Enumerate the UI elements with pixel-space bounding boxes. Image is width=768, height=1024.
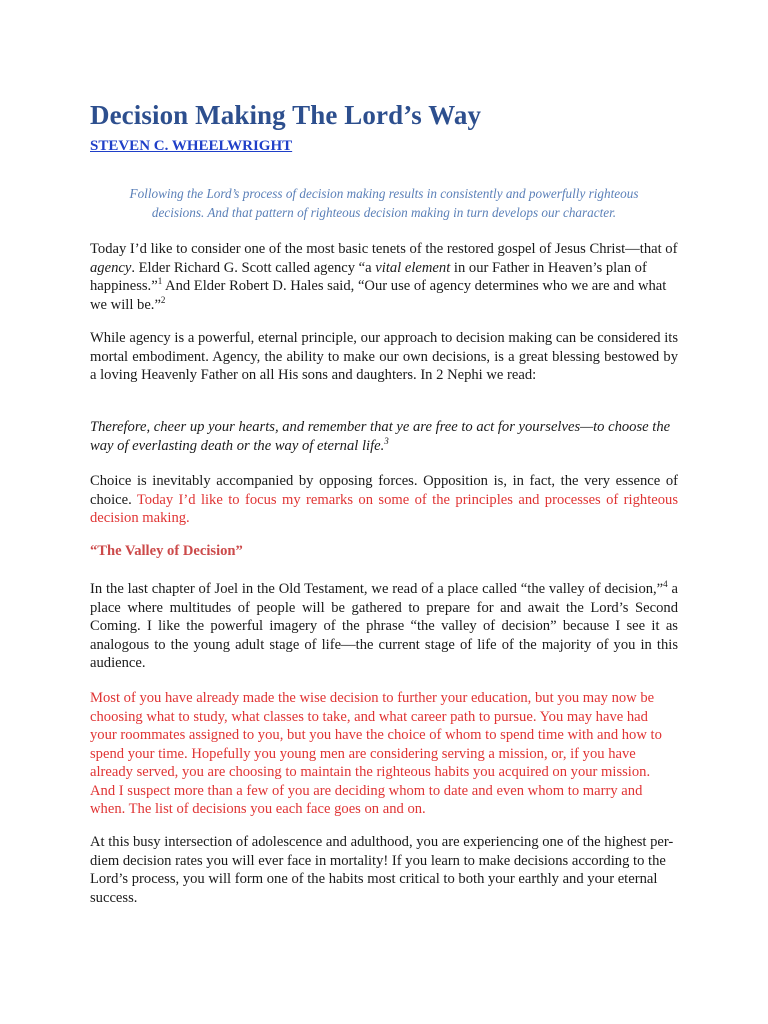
p1-agency: agency bbox=[90, 259, 132, 276]
footnote-ref-1[interactable]: 1 bbox=[157, 276, 163, 287]
document-title: Decision Making The Lord’s Way bbox=[90, 100, 482, 130]
paragraph-7: At this busy intersection of adolescence and adulthood, you are experiencing one of the highest per-diem decision rates you will ever face in mortality! If you learn to make decisions according to the Lord’s process, you will form one of the habits most critical to both your earthly and your eternal success. bbox=[90, 834, 674, 906]
p5-text-a: In the last chapter of Joel in the Old Testament, we read of a place called “the valley of decision,” bbox=[90, 581, 664, 597]
paragraph-4 bbox=[90, 472, 678, 528]
paragraph-1 bbox=[90, 240, 678, 314]
footnote-ref-4[interactable]: 4 bbox=[663, 579, 668, 590]
scripture-quote bbox=[90, 418, 678, 455]
p1-text-b: . Elder Richard G. Scott called agency “a bbox=[131, 259, 376, 276]
p5-text-b: a place where multitudes of people will be gathered to prepare for and await the Lord’s Second Coming. I like the powerful imagery of the phrase “the valley of decision” because I see it as analogous to the young adult stage of life—the current stage of life of the majority of you in this audience. bbox=[90, 581, 678, 671]
paragraph-2: While agency is a powerful, eternal principle, our approach to decision making can be considered its mortal embodiment. Agency, the ability to make our own decisions, is a great blessing bestowed by a loving Heavenly Father on all His sons and daughters. In 2 Nephi we read: bbox=[90, 330, 678, 383]
footnote-ref-3[interactable]: 3 bbox=[384, 435, 389, 446]
footnote-ref-2[interactable]: 2 bbox=[160, 294, 166, 305]
p4-plain: Choice is inevitably accompanied by opposing forces. Opposition is, in fact, the very essence of choice. bbox=[90, 473, 678, 508]
p1-vital-element: vital element bbox=[375, 259, 451, 276]
section-heading: “The Valley of Decision” bbox=[90, 543, 243, 559]
quote-text: Therefore, cheer up your hearts, and remember that ye are free to act for yourselves—to choose the way of everlasting death or the way of eternal life. bbox=[90, 419, 671, 454]
p1-text-c: in our Father in Heaven’s plan of happiness.” bbox=[90, 259, 647, 294]
p1-text-a: Today I’d like to consider one of the most basic tenets of the restored gospel of Jesus Christ—that of bbox=[90, 241, 678, 257]
author-link[interactable]: STEVEN C. WHEELWRIGHT bbox=[90, 138, 293, 154]
p4-highlight: Today I’d like to focus my remarks on some of the principles and processes of righteous decision making. bbox=[90, 491, 678, 526]
paragraph-6: Most of you have already made the wise decision to further your education, but you may now be choosing what to study, what classes to take, and what career path to pursue. You may have had your roommates assigned to you, but you have the choice of whom to spend time with and how to spend your time. Hopefully you young men are considering serving a mission, or, if you have already served, you are choosing to maintain the righteous habits you acquired on your mission. And I suspect more than a few of you are deciding whom to date and even whom to marry and when. The list of decisions you each face goes on and on. bbox=[90, 690, 662, 817]
abstract: Following the Lord’s process of decision making results in consistently and powerfully righteous decisions. And that pattern of righteous decision making in turn develops our character. bbox=[129, 186, 639, 220]
p1-text-d: And Elder Robert D. Hales said, “Our use of agency determines who we are and what we will be.” bbox=[90, 278, 667, 313]
paragraph-5 bbox=[90, 580, 678, 673]
